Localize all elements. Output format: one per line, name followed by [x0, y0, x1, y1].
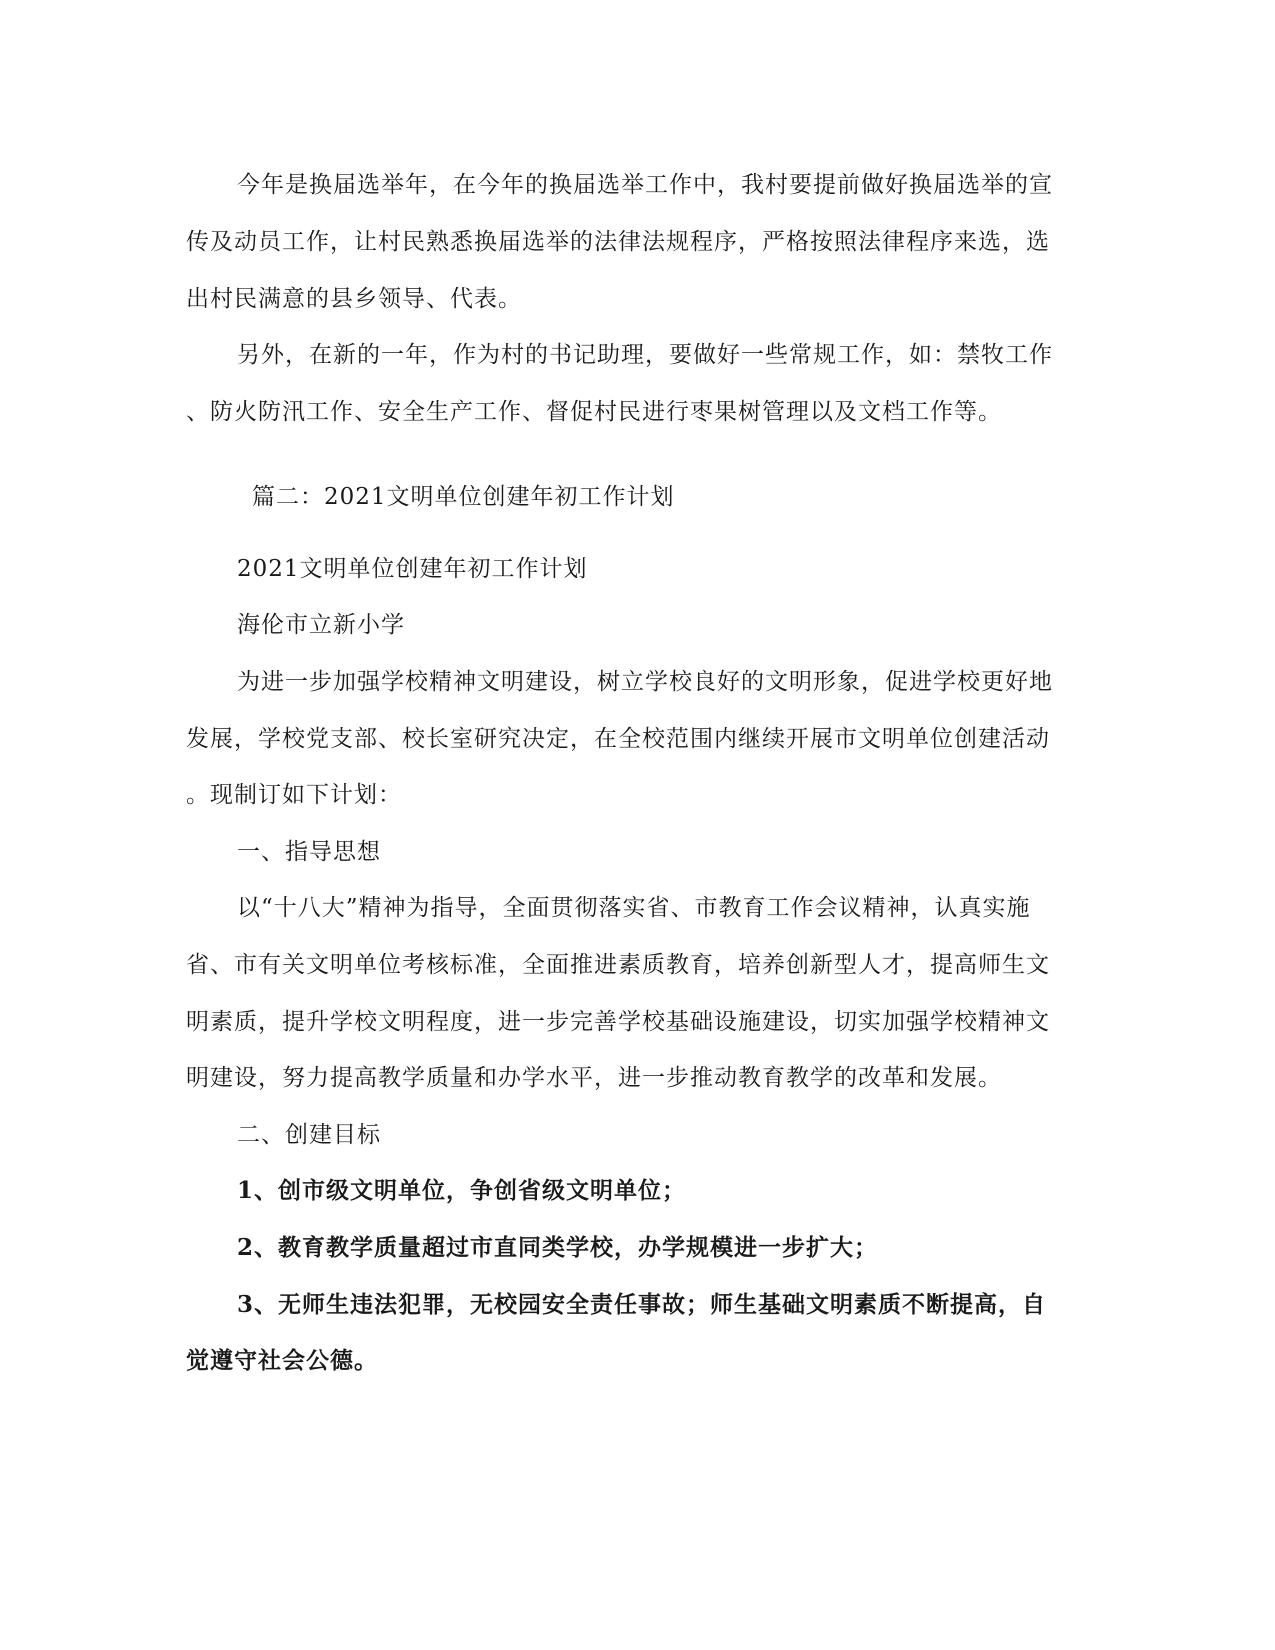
paragraph-line: 明建设，努力提高教学质量和办学水平，进一步推动教育教学的改革和发展。: [186, 1065, 1002, 1091]
subheading-guiding-ideology: 一、指导思想: [237, 839, 381, 865]
goal-item-continued: 觉遵守社会公德。: [186, 1347, 378, 1374]
document-title: 2021文明单位创建年初工作计划: [237, 556, 588, 582]
paragraph-line: 出村民满意的县乡领导、代表。: [186, 286, 522, 312]
paragraph-line: 今年是换届选举年，在今年的换届选举工作中，我村要提前做好换届选举的宣: [237, 172, 1053, 198]
paragraph-line: 以“十八大”精神为指导，全面贯彻落实省、市教育工作会议精神，认真实施: [237, 895, 1031, 921]
organization-name: 海伦市立新小学: [237, 612, 405, 638]
paragraph-line: 传及动员工作，让村民熟悉换届选举的法律法规程序，严格按照法律程序来选，选: [186, 229, 1050, 255]
paragraph-line: 发展，学校党支部、校长室研究决定，在全校范围内继续开展市文明单位创建活动: [186, 726, 1050, 752]
subheading-goals: 二、创建目标: [237, 1122, 381, 1148]
paragraph-line: 明素质，提升学校文明程度，进一步完善学校基础设施建设，切实加强学校精神文: [186, 1009, 1050, 1035]
paragraph-line: 另外，在新的一年，作为村的书记助理，要做好一些常规工作，如：禁牧工作: [237, 342, 1053, 368]
section-heading: 篇二：2021文明单位创建年初工作计划: [252, 484, 675, 510]
paragraph-line: 。现制订如下计划：: [186, 782, 402, 808]
paragraph-line: 、防火防汛工作、安全生产工作、督促村民进行枣果树管理以及文档工作等。: [186, 399, 1002, 425]
paragraph-line: 省、市有关文明单位考核标准，全面推进素质教育，培养创新型人才，提高师生文: [186, 952, 1050, 978]
goal-item: 2、教育教学质量超过市直同类学校，办学规模进一步扩大；: [237, 1234, 879, 1261]
goal-item: 1、创市级文明单位，争创省级文明单位；: [237, 1177, 687, 1204]
paragraph-line: 为进一步加强学校精神文明建设，树立学校良好的文明形象，促进学校更好地: [237, 669, 1053, 695]
goal-item: 3、无师生违法犯罪，无校园安全责任事故；师生基础文明素质不断提高，自: [237, 1291, 1047, 1318]
